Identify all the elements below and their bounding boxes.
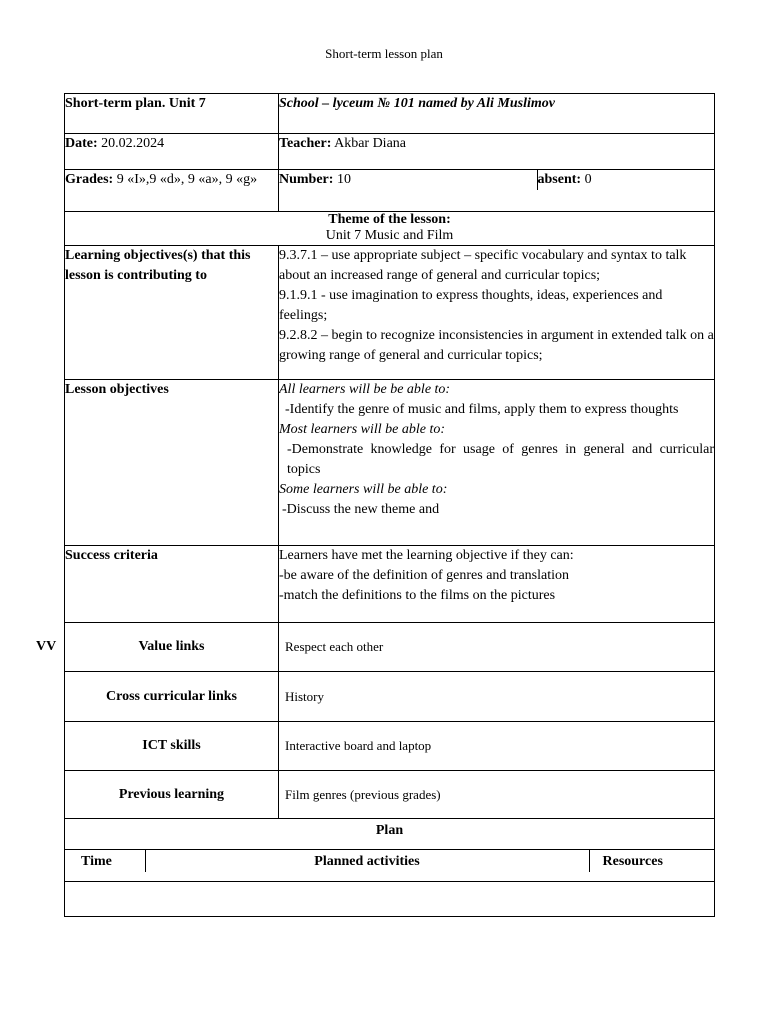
side-mark: VV xyxy=(36,639,57,654)
number-absent-cell xyxy=(279,170,715,212)
lesson-objectives-content xyxy=(279,380,715,546)
cross-curricular-value: History xyxy=(279,672,715,722)
plan-empty-cell xyxy=(65,882,715,917)
teacher-label: Teacher: xyxy=(279,136,332,151)
plan-title-row xyxy=(65,819,715,850)
plan-title: Plan xyxy=(65,819,715,850)
date-row xyxy=(65,134,715,170)
success-criteria-content xyxy=(279,546,715,623)
plan-header-split xyxy=(65,850,714,872)
date-value: 20.02.2024 xyxy=(97,136,165,151)
success-criteria-line: Learners have met the learning objective if they can: xyxy=(279,548,574,563)
theme-row xyxy=(65,212,715,246)
value-links-row xyxy=(65,623,715,672)
teacher-value: Akbar Diana xyxy=(331,136,407,151)
teacher-cell xyxy=(279,134,715,170)
all-learners-text: -Identify the genre of music and films, apply them to express thoughts xyxy=(285,402,679,417)
school-name: School – lyceum № 101 named by Ali Muslimov xyxy=(279,94,715,134)
number-absent-split xyxy=(279,170,714,190)
ict-skills-value: Interactive board and laptop xyxy=(279,722,715,771)
absent-value: 0 xyxy=(581,172,592,187)
grades-value: 9 «I»,9 «d», 9 «a», 9 «g» xyxy=(113,172,258,187)
plan-empty-row xyxy=(65,882,715,917)
success-criteria-label: Success criteria xyxy=(65,546,279,623)
some-learners-text: -Discuss the new theme and xyxy=(282,502,440,517)
plan-header-row xyxy=(65,850,715,882)
theme-value: Unit 7 Music and Film xyxy=(325,228,454,243)
value-links-value: Respect each other xyxy=(279,623,715,672)
resources-column-header: Resources xyxy=(589,850,714,872)
number-value: 10 xyxy=(333,172,351,187)
cross-curricular-row xyxy=(65,672,715,722)
previous-learning-label: Previous learning xyxy=(65,771,279,819)
plan-label: Short-term plan. Unit 7 xyxy=(65,94,279,134)
date-cell xyxy=(65,134,279,170)
grades-cell xyxy=(65,170,279,212)
most-learners-text: -Demonstrate knowledge for usage of genres in general and curricular topics xyxy=(287,442,714,477)
grades-row xyxy=(65,170,715,212)
header-row xyxy=(65,94,715,134)
number-label: Number: xyxy=(279,172,334,187)
theme-cell xyxy=(65,212,715,246)
ict-skills-row xyxy=(65,722,715,771)
learning-objective-item: 9.2.8.2 – begin to recognize inconsistencies in argument in extended talk on a growing range of general and curricular topics; xyxy=(279,328,714,363)
learning-objective-item: 9.3.7.1 – use appropriate subject – specific vocabulary and syntax to talk about an increased range of general and curricular topics; xyxy=(279,248,687,283)
lesson-objectives-row xyxy=(65,380,715,546)
value-links-label: Value links xyxy=(65,623,279,672)
planned-activities-column-header: Planned activities xyxy=(145,850,589,872)
learning-objectives-list xyxy=(279,246,715,380)
theme-label: Theme of the lesson: xyxy=(328,212,451,227)
previous-learning-value: Film genres (previous grades) xyxy=(279,771,715,819)
learning-objectives-row xyxy=(65,246,715,380)
previous-learning-row xyxy=(65,771,715,819)
time-column-header: Time xyxy=(81,854,112,869)
learning-objectives-label: Learning objectives(s) that this lesson is contributing to xyxy=(65,246,279,380)
absent-label: absent: xyxy=(537,172,582,187)
grades-label: Grades: xyxy=(65,172,114,187)
some-learners-heading: Some learners will be able to: xyxy=(279,482,448,497)
success-criteria-line: -match the definitions to the films on the pictures xyxy=(279,588,556,603)
most-learners-heading: Most learners will be able to: xyxy=(279,422,446,437)
ict-skills-label: ICT skills xyxy=(65,722,279,771)
cross-curricular-label: Cross curricular links xyxy=(65,672,279,722)
success-criteria-row xyxy=(65,546,715,623)
all-learners-heading: All learners will be be able to: xyxy=(279,382,451,397)
lesson-plan-table xyxy=(64,93,715,917)
page-title: Short-term lesson plan xyxy=(325,46,443,61)
date-label: Date: xyxy=(65,136,98,151)
lesson-objectives-label: Lesson objectives xyxy=(65,380,279,546)
number-cell xyxy=(279,170,537,190)
success-criteria-line: -be aware of the definition of genres and translation xyxy=(279,568,570,583)
learning-objective-item: 9.1.9.1 - use imagination to express thoughts, ideas, experiences and feelings; xyxy=(279,288,663,323)
plan-header-cell xyxy=(65,850,715,882)
absent-cell xyxy=(537,170,714,190)
